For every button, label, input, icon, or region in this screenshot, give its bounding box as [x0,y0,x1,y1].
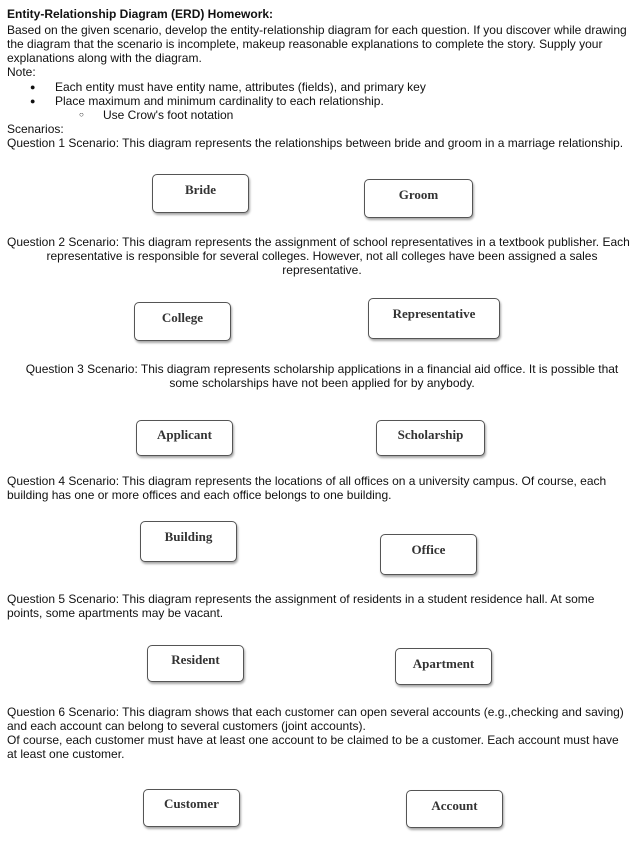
entity-representative[interactable] [368,298,500,339]
entity-label: Customer [164,796,219,811]
question-5-text: Question 5 Scenario: This diagram represents the assignment of residents in a student residence hall. At some [7,592,595,606]
entity-college[interactable] [134,302,231,341]
question-6-text: Of course, each customer must have at least one account to be claimed to be a customer. Each account must have [7,733,619,747]
sub-bullet-icon: ○ [79,110,84,119]
entity-account[interactable] [406,790,503,828]
bullet-text: Place maximum and minimum cardinality to each relationship. [55,94,384,108]
intro-line: the diagram that the scenario is incomplete, makeup reasonable explanations to complete the story. Supply your [7,37,603,51]
entity-label: Representative [392,306,476,321]
entity-label: Apartment [412,656,475,671]
entity-customer[interactable] [143,789,240,827]
entity-groom[interactable] [364,179,473,218]
question-5-text: points, some apartments may be vacant. [7,606,224,620]
question-2-text: Question 2 Scenario: This diagram represents the assignment of school representatives in a textbook publisher. Each [7,235,630,249]
entity-label: College [161,310,204,325]
note-label: Note: [7,65,36,79]
entity-scholarship[interactable] [376,420,485,456]
entity-resident[interactable] [147,645,244,682]
entity-label: Bride [184,182,217,197]
sub-bullet-text: Use Crow's foot notation [103,108,234,122]
entity-label: Groom [398,187,439,202]
entity-label: Scholarship [397,427,464,442]
bullet-icon: ● [30,82,36,92]
entity-apartment[interactable] [395,648,492,685]
question-3-text: some scholarships have not been applied for by anybody. [169,376,475,390]
question-3-text: Question 3 Scenario: This diagram represents scholarship applications in a financial aid office. It is possible that [25,362,619,376]
bullet-icon: ● [30,96,36,106]
scenarios-label: Scenarios: [7,122,64,136]
question-1-text: Question 1 Scenario: This diagram represents the relationships between bride and groom in a marriage relationship. [7,136,624,150]
entity-label: Account [431,798,478,813]
bullet-text: Each entity must have entity name, attributes (fields), and primary key [55,80,426,94]
entity-label: Applicant [157,427,212,442]
entity-label: Resident [171,652,220,667]
question-4-text: building has one or more offices and each office belongs to one building. [7,488,392,502]
intro-line: explanations along with the diagram. [7,51,202,65]
question-4-text: Question 4 Scenario: This diagram represents the locations of all offices on a university campus. Of course, each [7,474,607,488]
entity-applicant[interactable] [136,420,233,456]
question-2-text: representative. [282,263,362,277]
page-title: Entity-Relationship Diagram (ERD) Homework: [7,7,274,21]
entity-label: Office [411,542,446,557]
entity-office[interactable] [380,534,477,575]
question-2-text: representative is responsible for several colleges. However, not all colleges have been assigned a sales [46,249,598,263]
entity-label: Building [164,529,213,544]
entity-building[interactable] [140,521,237,562]
intro-line: Based on the given scenario, develop the entity-relationship diagram for each question. If you discover while drawing [7,23,627,37]
question-6-text: and each account can belong to several customers (joint accounts). [7,719,366,733]
entity-bride[interactable] [152,174,249,213]
question-6-text: Question 6 Scenario: This diagram shows that each customer can open several accounts (e.g.,checking and saving) [7,705,624,719]
question-6-text: at least one customer. [7,747,125,761]
